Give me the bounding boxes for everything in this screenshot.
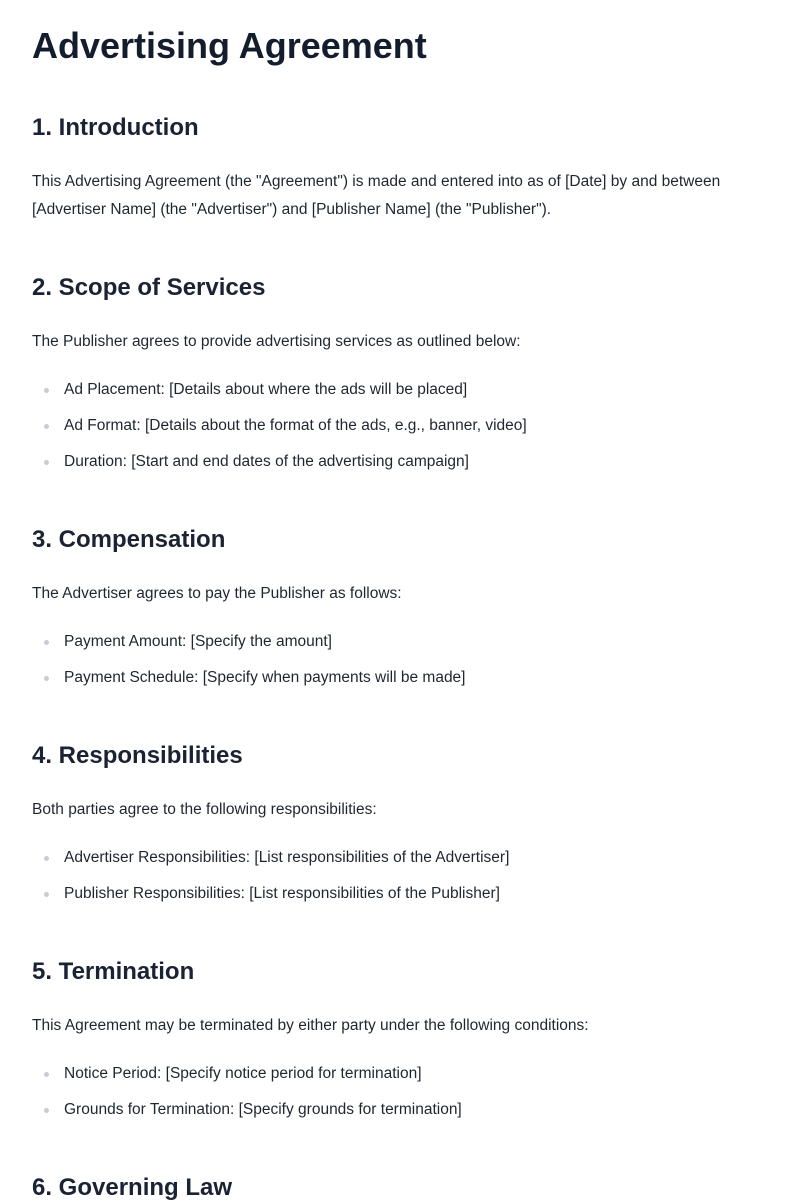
bullet-icon: [44, 856, 49, 861]
section-heading-responsibilities: 4. Responsibilities: [32, 742, 243, 769]
bullet-icon: [44, 676, 49, 681]
list-item: [32, 376, 772, 412]
list-item: [32, 448, 772, 484]
section-heading-compensation: 3. Compensation: [32, 526, 226, 553]
section-heading-governing-law: 6. Governing Law: [32, 1174, 233, 1201]
list-item: [32, 628, 772, 664]
bullet-icon: [44, 424, 49, 429]
list-item-text: Payment Schedule: [Specify when payments will be made]: [64, 669, 466, 686]
bullet-icon: [44, 892, 49, 897]
list-item: [32, 880, 772, 916]
section-paragraph-compensation: The Advertiser agrees to pay the Publisher as follows:: [32, 585, 402, 602]
list-responsibilities: [32, 844, 772, 916]
bullet-icon: [44, 640, 49, 645]
list-termination: [32, 1060, 772, 1132]
list-item: [32, 844, 772, 880]
section-paragraph-introduction: This Advertising Agreement (the "Agreement") is made and entered into as of [Date] by and between [Advertiser Name] (the "Advertiser") and [Publisher Name] (the "Publisher").: [32, 173, 721, 218]
list-item-text: Ad Placement: [Details about where the ads will be placed]: [64, 381, 468, 398]
bullet-icon: [44, 460, 49, 465]
list-item-text: Publisher Responsibilities: [List responsibilities of the Publisher]: [64, 885, 500, 902]
section-paragraph-termination: This Agreement may be terminated by either party under the following conditions:: [32, 1017, 589, 1034]
list-item: [32, 664, 772, 700]
page-title: Advertising Agreement: [32, 25, 427, 66]
section-heading-scope-of-services: 2. Scope of Services: [32, 274, 266, 301]
list-item: [32, 1096, 772, 1132]
list-scope-of-services: [32, 376, 772, 484]
list-item-text: Grounds for Termination: [Specify grounds for termination]: [64, 1101, 462, 1118]
section-paragraph-scope-of-services: The Publisher agrees to provide advertising services as outlined below:: [32, 333, 521, 350]
list-item-text: Payment Amount: [Specify the amount]: [64, 633, 332, 650]
list-compensation: [32, 628, 772, 700]
list-item-text: Notice Period: [Specify notice period for termination]: [64, 1065, 422, 1082]
list-item: [32, 1060, 772, 1096]
bullet-icon: [44, 388, 49, 393]
list-item: [32, 412, 772, 448]
bullet-icon: [44, 1108, 49, 1113]
section-paragraph-responsibilities: Both parties agree to the following responsibilities:: [32, 801, 377, 818]
list-item-text: Advertiser Responsibilities: [List responsibilities of the Advertiser]: [64, 849, 510, 866]
section-heading-termination: 5. Termination: [32, 958, 195, 985]
list-item-text: Duration: [Start and end dates of the advertising campaign]: [64, 453, 469, 470]
section-heading-introduction: 1. Introduction: [32, 114, 199, 141]
bullet-icon: [44, 1072, 49, 1077]
list-item-text: Ad Format: [Details about the format of the ads, e.g., banner, video]: [64, 417, 527, 434]
